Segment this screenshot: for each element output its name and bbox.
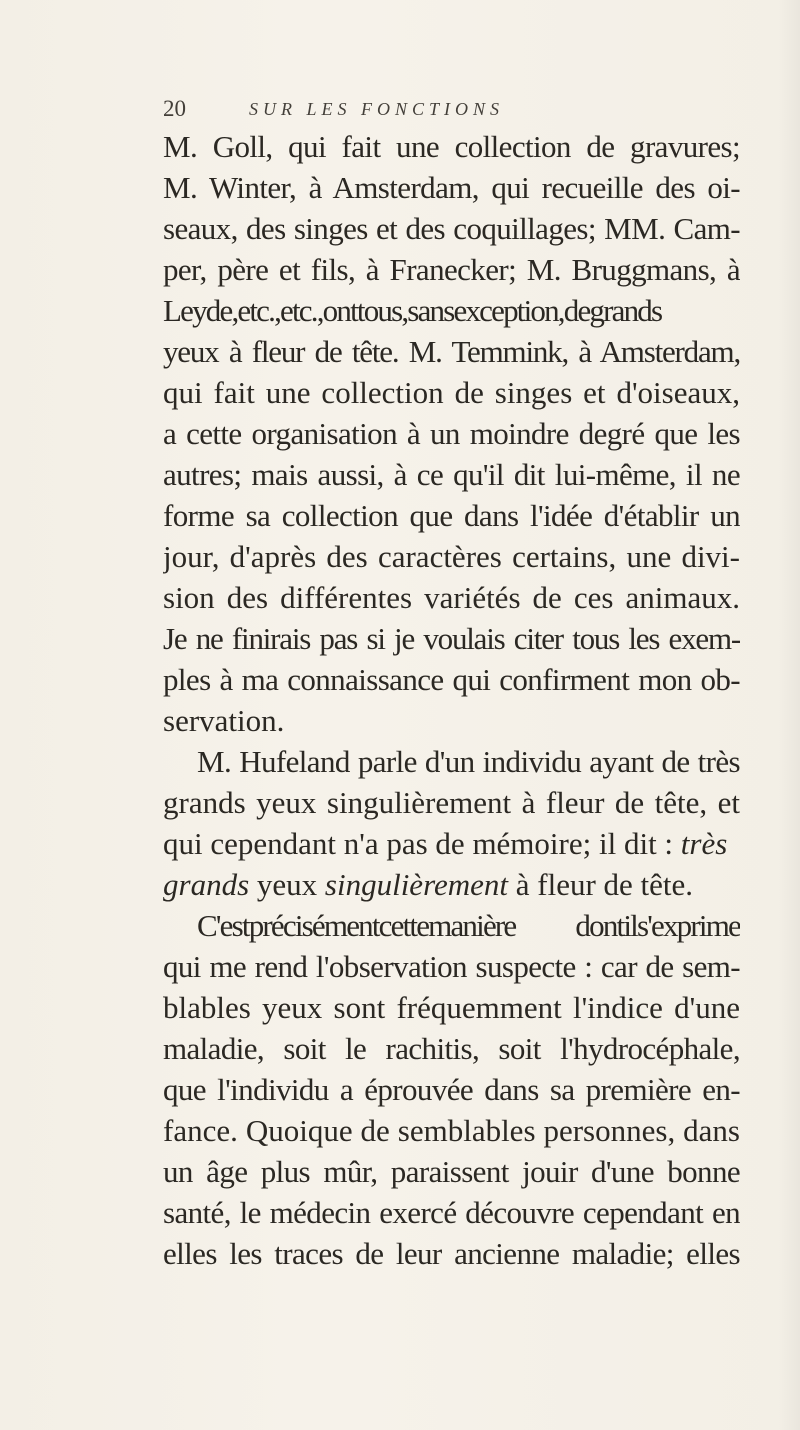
page-edge-shadow bbox=[778, 0, 800, 1430]
text-line: qui fait une collection de singes et d'oiseaux, bbox=[163, 375, 740, 410]
text-line: M. Hufeland parle d'un individu ayant de très bbox=[197, 744, 740, 779]
text-line-mixed bbox=[163, 823, 740, 864]
text-line: forme sa collection que dans l'idée d'établir un bbox=[163, 498, 740, 533]
text-line: Leyde,etc.,etc.,onttous,sansexception,degrands bbox=[163, 293, 662, 328]
text-line: servation. bbox=[163, 703, 285, 738]
text-line: grands yeux singulièrement à fleur de tête, et bbox=[163, 785, 740, 820]
text-line: a cette organisation à un moindre degré que les bbox=[163, 416, 740, 451]
text-line: Je ne finirais pas si je voulais citer tous les exem- bbox=[163, 621, 740, 656]
text-line: blables yeux sont fréquemment l'indice d'une bbox=[163, 990, 740, 1025]
page-number: 20 bbox=[163, 96, 186, 121]
text-line: sion des différentes variétés de ces animaux. bbox=[163, 580, 740, 615]
text-line: maladie, soit le rachitis, soit l'hydrocéphale, bbox=[163, 1031, 740, 1066]
text-line-mixed bbox=[163, 864, 740, 905]
text-line: jour, d'après des caractères certains, une divi- bbox=[163, 539, 740, 574]
text-segment-italic: très bbox=[680, 826, 728, 861]
text-segment: qui cependant n'a pas de mémoire; il dit : bbox=[163, 826, 674, 861]
text-segment: à fleur de tête. bbox=[515, 867, 694, 902]
text-line: per, père et fils, à Franecker; M. Bruggmans, à bbox=[163, 252, 740, 287]
text-line: elles les traces de leur ancienne maladie; elles bbox=[163, 1236, 740, 1271]
running-head: SUR LES FONCTIONS bbox=[249, 98, 505, 119]
text-line: santé, le médecin exercé découvre cependant en bbox=[163, 1195, 740, 1230]
text-line: M. Goll, qui fait une collection de gravures; bbox=[163, 129, 740, 164]
text-segment-italic: grands bbox=[163, 867, 250, 902]
text-line: C'estprécisémentcettemanière dontils'exprime bbox=[197, 908, 740, 943]
text-line: ples à ma connaissance qui confirment mon ob- bbox=[163, 662, 740, 697]
text-line: fance. Quoique de semblables personnes, dans bbox=[163, 1113, 740, 1148]
text-line: que l'individu a éprouvée dans sa première en- bbox=[163, 1072, 740, 1107]
text-line: autres; mais aussi, à ce qu'il dit lui-même, il ne bbox=[163, 457, 740, 492]
page-header bbox=[163, 92, 643, 126]
body-text bbox=[163, 126, 740, 1274]
text-line: seaux, des singes et des coquillages; MM. Cam- bbox=[163, 211, 740, 246]
text-line: M. Winter, à Amsterdam, qui recueille des oi- bbox=[163, 170, 740, 205]
text-line: qui me rend l'observation suspecte : car de sem- bbox=[163, 949, 740, 984]
text-segment: yeux bbox=[256, 867, 318, 902]
text-line: un âge plus mûr, paraissent jouir d'une bonne bbox=[163, 1154, 740, 1189]
text-segment-italic: singulièrement bbox=[324, 867, 508, 902]
text-line: yeux à fleur de tête. M. Temmink, à Amsterdam, bbox=[163, 334, 740, 369]
